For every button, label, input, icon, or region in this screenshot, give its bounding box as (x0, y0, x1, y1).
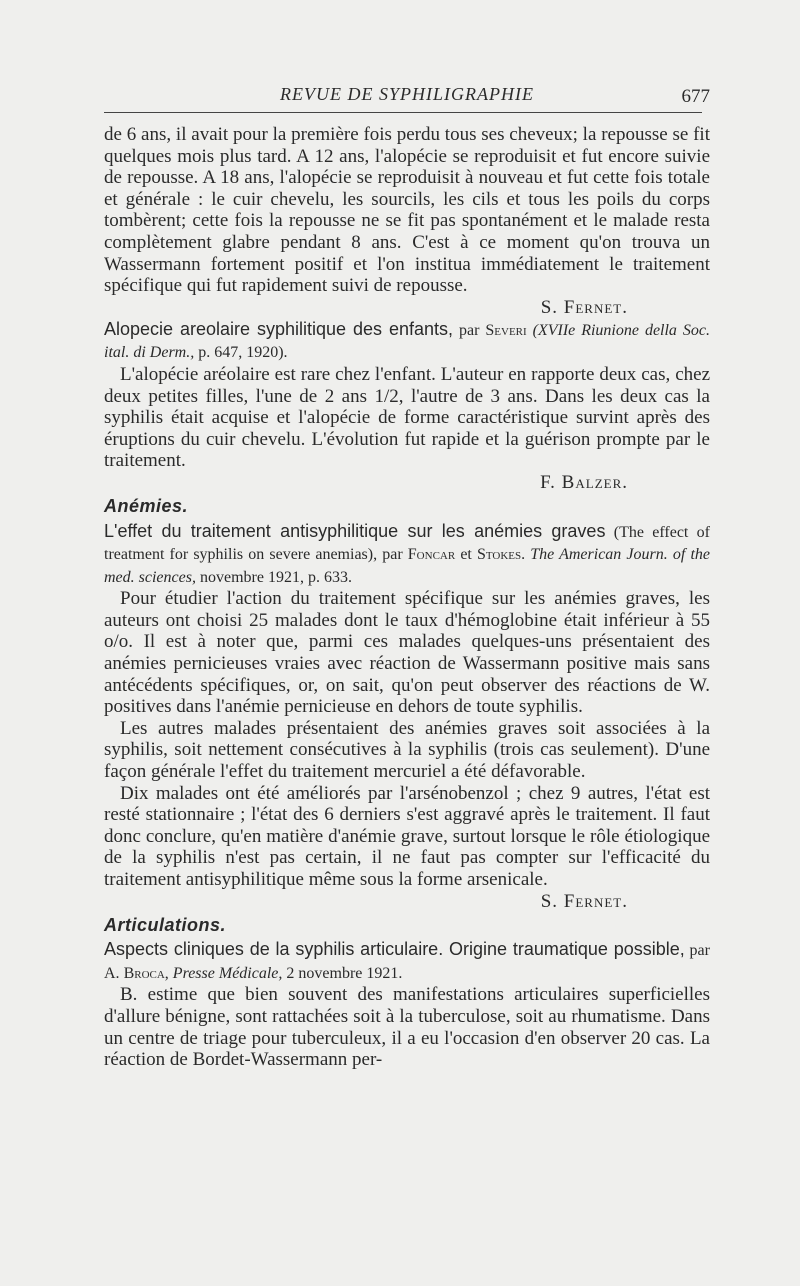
header-rule (104, 112, 702, 113)
article-body-paragraph: L'alopécie aréolaire est rare chez l'enfant. L'auteur en rapporte deux cas, chez deux petites filles, l'une de 2 ans 1/2, l'autre de 3 ans. Dans les deux cas la syphilis était acquise et l'alopécie de forme caractéristique survint après des éruptions du cuir chevelu. L'évolution fut rapide et la guérison prompte par le traitement. (104, 363, 710, 472)
article-signature: S. Fernet. (540, 890, 628, 912)
article-continuation-paragraph: de 6 ans, il avait pour la première fois perdu tous ses cheveux; la repousse se fit quelques mois plus tard. A 12 ans, l'alopécie se reproduisit et fut encore suivie de repousse. A 18 ans, l'alopécie se reproduisit à nouveau et fut cette fois totale et générale : le cuir chevelu, les sourcils, les cils et tous les poils du corps tombèrent; cette fois la repousse ne se fit pas spontanément et le malade resta complètement glabre pendant 8 ans. C'est à ce moment qu'on trouva un Wassermann fortement positif et l'on institua immédiatement le traitement spécifique qui fut rapidement suivi de repousse. (104, 124, 710, 297)
article-author: Stokes (476, 546, 522, 564)
article-body-paragraph: Les autres malades présentaient des anémies graves soit associées à la syphilis, soit nettement consécutives à la syphilis (trois cas seulement). D'une façon générale l'effet du traitement mercuriel a été défavorable. (104, 717, 710, 783)
article-heading: Alopecie areolaire syphilitique des enfants, par Severi (XVIIe Riunione della Soc. ital. di Derm., p. 647, 1920). (104, 318, 710, 362)
page-number: 677 (681, 86, 710, 107)
article-body-paragraph: Dix malades ont été améliorés par l'arsénobenzol ; chez 9 autres, l'état est resté stationnaire ; l'état des 6 derniers s'est aggravé après le traitement. Il faut donc conclure, qu'en matière d'anémie grave, surtout lorsque le rôle étiologique de la syphilis n'est pas certain, il ne faut pas compter sur l'efficacité du traitement antisyphilitique même sous la forme arsenicale. (104, 782, 710, 890)
article-source: Presse Médicale, (172, 964, 283, 982)
article-title: L'effet du traitement antisyphilitique sur les anémies graves (104, 520, 606, 541)
article-title: Aspects cliniques de la syphilis articulaire. Origine traumatique possible, (104, 939, 685, 960)
page-header (104, 84, 710, 116)
article-heading: L'effet du traitement antisyphilitique sur les anémies graves (The effect of treatment for syphilis on severe anemias), par Foncar et Stokes. The American Journ. of the med. sciences, novembre 1921, p. 633. (104, 520, 710, 586)
section-heading: Articulations. (104, 914, 227, 935)
section-heading: Anémies. (104, 495, 189, 516)
article-author: Severi (485, 321, 527, 339)
article-source: The American Journ. of the med. sciences, (104, 546, 710, 586)
article-body-paragraph: B. estime que bien souvent des manifestations articulaires superficielles d'allure bénigne, sont rattachées soit à la tuberculose, soit au rhumatisme. Dans un centre de triage pour tuberculeux, il a eu l'occasion d'en observer 20 cas. La réaction de Bordet-Wassermann per- (104, 984, 710, 1071)
article-signature: S. Fernet. (540, 296, 628, 318)
page-content (104, 124, 710, 1071)
article-author: Broca (123, 964, 165, 982)
article-source: (XVIIe Riunione della Soc. ital. di Derm., (104, 321, 710, 362)
article-heading: Aspects cliniques de la syphilis articulaire. Origine traumatique possible, par A. Broca, Presse Médicale, 2 novembre 1921. (104, 939, 710, 982)
article-signature: F. Balzer. (540, 471, 628, 493)
article-body-paragraph: Pour étudier l'action du traitement spécifique sur les anémies graves, les auteurs ont choisi 25 malades dont le taux d'hémoglobine était inférieur à 55 o/o. Il est à noter que, parmi ces malades quelques-uns présentaient des anémies pernicieuses vraies avec réaction de Wassermann positive mais sans antécédents spécifiques, or, on sait, qu'on peut observer des réactions de W. positives dans l'anémie pernicieuse en dehors de toute syphilis. (104, 588, 710, 718)
article-author: Foncar (407, 546, 456, 564)
running-title: REVUE DE SYPHILIGRAPHIE (280, 84, 534, 104)
article-title: Alopecie areolaire syphilitique des enfants, (104, 318, 454, 339)
